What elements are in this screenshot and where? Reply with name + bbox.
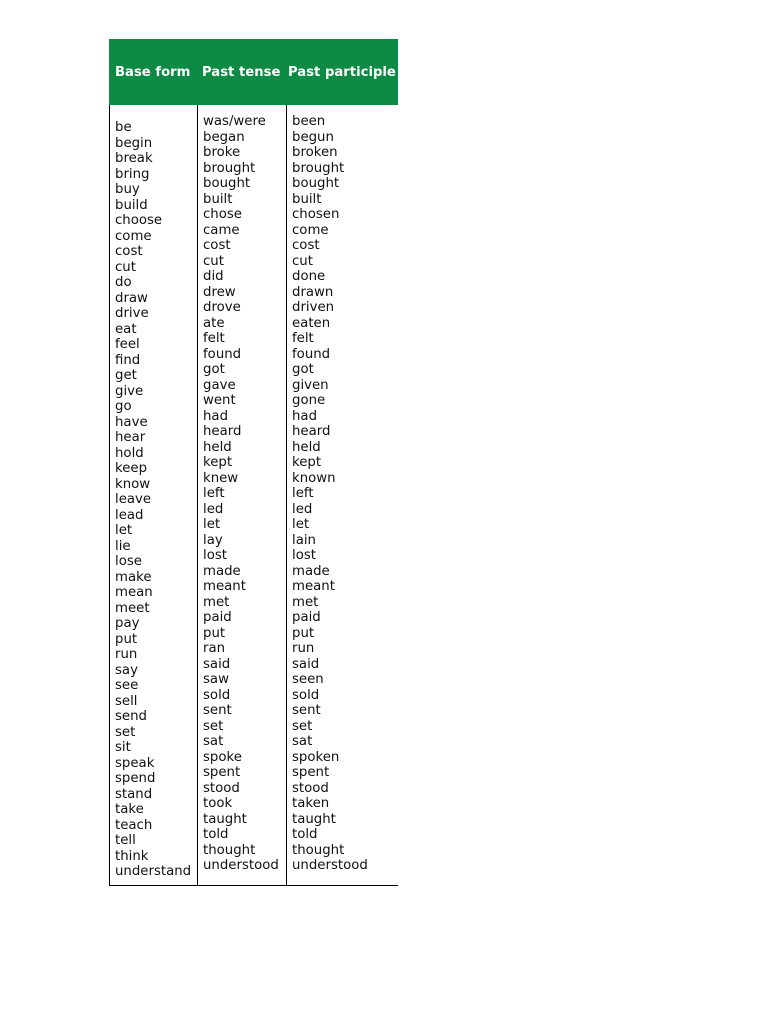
past-tense-cell: got bbox=[203, 362, 225, 377]
past-tense-cell: spoke bbox=[203, 749, 242, 765]
base-form-cell: lie bbox=[115, 538, 131, 554]
base-form-cell: know bbox=[115, 476, 151, 492]
past-participle-cell: led bbox=[292, 501, 313, 517]
base-form-cell: pay bbox=[115, 616, 140, 631]
past-tense-cell: brought bbox=[203, 160, 256, 176]
past-tense-cell: chose bbox=[203, 207, 242, 222]
past-participle-cell: sat bbox=[292, 734, 313, 749]
past-participle-cell: brought bbox=[292, 160, 345, 176]
past-participle-cell: held bbox=[292, 439, 321, 455]
base-form-cell: set bbox=[115, 724, 136, 740]
past-participle-cell: lain bbox=[292, 532, 316, 548]
past-tense-cell: lost bbox=[203, 548, 227, 563]
past-participle-cell: meant bbox=[292, 579, 335, 594]
past-participle-cell: said bbox=[292, 656, 320, 672]
past-tense-cell: sent bbox=[203, 703, 232, 718]
past-tense-column bbox=[198, 105, 287, 885]
base-form-cell: choose bbox=[115, 213, 163, 228]
past-participle-cell: done bbox=[292, 269, 326, 284]
base-form-cell: cost bbox=[115, 244, 143, 259]
base-form-cell: let bbox=[115, 523, 133, 538]
past-tense-cell: ate bbox=[203, 315, 225, 331]
base-form-cell: draw bbox=[115, 290, 148, 306]
past-participle-cell: sent bbox=[292, 703, 321, 718]
past-tense-cell: came bbox=[203, 222, 240, 238]
past-tense-cell: kept bbox=[203, 455, 233, 470]
base-form-cell: take bbox=[115, 802, 144, 817]
past-participle-cell: seen bbox=[292, 672, 324, 687]
base-form-cell: drive bbox=[115, 306, 149, 321]
past-tense-cell: sat bbox=[203, 734, 224, 749]
base-form-cell: leave bbox=[115, 492, 152, 507]
past-tense-cell: spent bbox=[203, 765, 241, 780]
past-participle-cell: drawn bbox=[292, 284, 334, 300]
past-tense-cell: broke bbox=[203, 145, 241, 160]
base-form-cell: make bbox=[115, 569, 152, 585]
past-participle-cell: made bbox=[292, 563, 330, 579]
past-tense-cell: cost bbox=[203, 238, 231, 253]
base-form-cell: cut bbox=[115, 259, 136, 275]
base-form-cell: understand bbox=[115, 864, 192, 879]
base-form-cell: lose bbox=[115, 554, 142, 569]
past-participle-column bbox=[287, 105, 398, 885]
base-form-cell: put bbox=[115, 631, 138, 647]
base-form-cell: run bbox=[115, 647, 138, 662]
base-form-cell: hold bbox=[115, 445, 144, 461]
past-participle-cell: taught bbox=[292, 811, 336, 827]
past-tense-cell: taught bbox=[203, 811, 247, 827]
base-form-cell: find bbox=[115, 352, 141, 368]
past-tense-cell: led bbox=[203, 501, 224, 517]
table-header bbox=[109, 39, 398, 105]
past-participle-cell: bought bbox=[292, 176, 340, 191]
past-tense-cell: had bbox=[203, 408, 229, 424]
base-form-cell: teach bbox=[115, 817, 153, 833]
past-tense-cell: understood bbox=[203, 858, 279, 873]
base-form-cell: eat bbox=[115, 321, 137, 337]
past-tense-cell: ran bbox=[203, 641, 226, 656]
past-tense-cell: put bbox=[203, 625, 226, 641]
past-tense-cell: went bbox=[203, 393, 236, 408]
base-form-cell: do bbox=[115, 275, 132, 290]
past-participle-cell: understood bbox=[292, 858, 368, 873]
base-form-cell: tell bbox=[115, 833, 136, 848]
past-participle-cell: left bbox=[292, 486, 314, 501]
base-form-cell: mean bbox=[115, 585, 153, 600]
base-form-cell: hear bbox=[115, 430, 146, 445]
past-participle-cell: taken bbox=[292, 796, 330, 811]
past-tense-cell: held bbox=[203, 439, 232, 455]
past-participle-cell: cut bbox=[292, 253, 313, 269]
past-tense-cell: took bbox=[203, 796, 233, 811]
past-participle-cell: heard bbox=[292, 424, 331, 439]
past-tense-cell: gave bbox=[203, 377, 236, 393]
base-form-cell: come bbox=[115, 228, 152, 244]
past-participle-cell: spoken bbox=[292, 749, 340, 765]
past-participle-cell: chosen bbox=[292, 207, 340, 222]
past-tense-cell: told bbox=[203, 827, 229, 842]
past-participle-cell: found bbox=[292, 346, 331, 362]
past-tense-cell: began bbox=[203, 129, 245, 145]
base-form-column bbox=[110, 105, 198, 885]
past-tense-cell: saw bbox=[203, 672, 229, 687]
past-tense-cell: found bbox=[203, 346, 242, 362]
past-tense-cell: felt bbox=[203, 331, 225, 346]
past-tense-cell: was/were bbox=[203, 114, 266, 129]
past-tense-cell: said bbox=[203, 656, 231, 672]
past-participle-cell: paid bbox=[292, 610, 321, 625]
base-form-cell: get bbox=[115, 368, 137, 383]
past-participle-cell: built bbox=[292, 191, 322, 207]
past-tense-cell: made bbox=[203, 563, 241, 579]
base-form-cell: lead bbox=[115, 507, 144, 523]
base-form-cell: think bbox=[115, 848, 149, 864]
base-form-cell: feel bbox=[115, 337, 140, 352]
past-participle-cell: thought bbox=[292, 842, 345, 858]
past-participle-cell: known bbox=[292, 470, 336, 486]
header-base-form: Base form bbox=[115, 64, 191, 80]
table-body bbox=[109, 105, 398, 886]
past-tense-cell: paid bbox=[203, 610, 232, 625]
base-form-cell: say bbox=[115, 662, 138, 678]
irregular-verbs-table bbox=[109, 39, 398, 886]
base-form-cell: keep bbox=[115, 461, 148, 476]
base-form-cell: speak bbox=[115, 755, 155, 771]
past-participle-cell: told bbox=[292, 827, 318, 842]
past-participle-cell: had bbox=[292, 408, 318, 424]
past-tense-cell: meant bbox=[203, 579, 246, 594]
past-tense-cell: sold bbox=[203, 687, 231, 703]
past-tense-cell: knew bbox=[203, 470, 239, 486]
past-participle-cell: spent bbox=[292, 765, 330, 780]
past-tense-cell: met bbox=[203, 594, 230, 610]
base-form-cell: bring bbox=[115, 166, 150, 182]
base-form-cell: sell bbox=[115, 693, 138, 709]
past-tense-cell: drew bbox=[203, 284, 236, 300]
past-participle-cell: run bbox=[292, 641, 315, 656]
base-form-cell: have bbox=[115, 414, 148, 430]
past-tense-cell: lay bbox=[203, 532, 223, 548]
past-participle-cell: let bbox=[292, 517, 310, 532]
header-past-participle: Past participle bbox=[288, 64, 396, 80]
base-form-cell: sit bbox=[115, 740, 131, 755]
past-tense-cell: built bbox=[203, 191, 233, 207]
past-tense-cell: left bbox=[203, 486, 225, 501]
past-participle-cell: begun bbox=[292, 129, 334, 145]
past-participle-cell: gone bbox=[292, 393, 326, 408]
past-tense-cell: cut bbox=[203, 253, 224, 269]
base-form-cell: give bbox=[115, 383, 144, 399]
base-form-cell: buy bbox=[115, 182, 140, 197]
header-past-tense: Past tense bbox=[202, 64, 281, 80]
base-form-cell: send bbox=[115, 709, 147, 724]
past-participle-cell: got bbox=[292, 362, 314, 377]
past-participle-cell: broken bbox=[292, 145, 338, 160]
past-participle-cell: kept bbox=[292, 455, 322, 470]
past-participle-cell: stood bbox=[292, 780, 329, 796]
past-tense-cell: drove bbox=[203, 300, 241, 315]
past-tense-cell: stood bbox=[203, 780, 240, 796]
past-participle-cell: eaten bbox=[292, 315, 331, 331]
base-form-cell: break bbox=[115, 151, 153, 166]
past-participle-cell: set bbox=[292, 718, 313, 734]
past-tense-cell: set bbox=[203, 718, 224, 734]
base-form-cell: go bbox=[115, 399, 132, 414]
past-participle-cell: felt bbox=[292, 331, 314, 346]
base-form-cell: be bbox=[115, 120, 132, 135]
past-participle-cell: put bbox=[292, 625, 315, 641]
base-form-cell: build bbox=[115, 197, 148, 213]
base-form-cell: spend bbox=[115, 771, 156, 786]
past-participle-cell: met bbox=[292, 594, 319, 610]
past-participle-cell: cost bbox=[292, 238, 320, 253]
past-tense-cell: did bbox=[203, 269, 224, 284]
base-form-cell: see bbox=[115, 678, 139, 693]
past-participle-cell: driven bbox=[292, 300, 335, 315]
past-participle-cell: lost bbox=[292, 548, 316, 563]
past-participle-cell: sold bbox=[292, 687, 320, 703]
past-participle-cell: come bbox=[292, 222, 329, 238]
past-tense-cell: thought bbox=[203, 842, 256, 858]
past-tense-cell: bought bbox=[203, 176, 251, 191]
past-tense-cell: let bbox=[203, 517, 221, 532]
past-participle-cell: given bbox=[292, 377, 329, 393]
base-form-cell: stand bbox=[115, 786, 153, 802]
past-participle-cell: been bbox=[292, 114, 326, 129]
base-form-cell: meet bbox=[115, 600, 150, 616]
base-form-cell: begin bbox=[115, 135, 153, 151]
past-tense-cell: heard bbox=[203, 424, 242, 439]
